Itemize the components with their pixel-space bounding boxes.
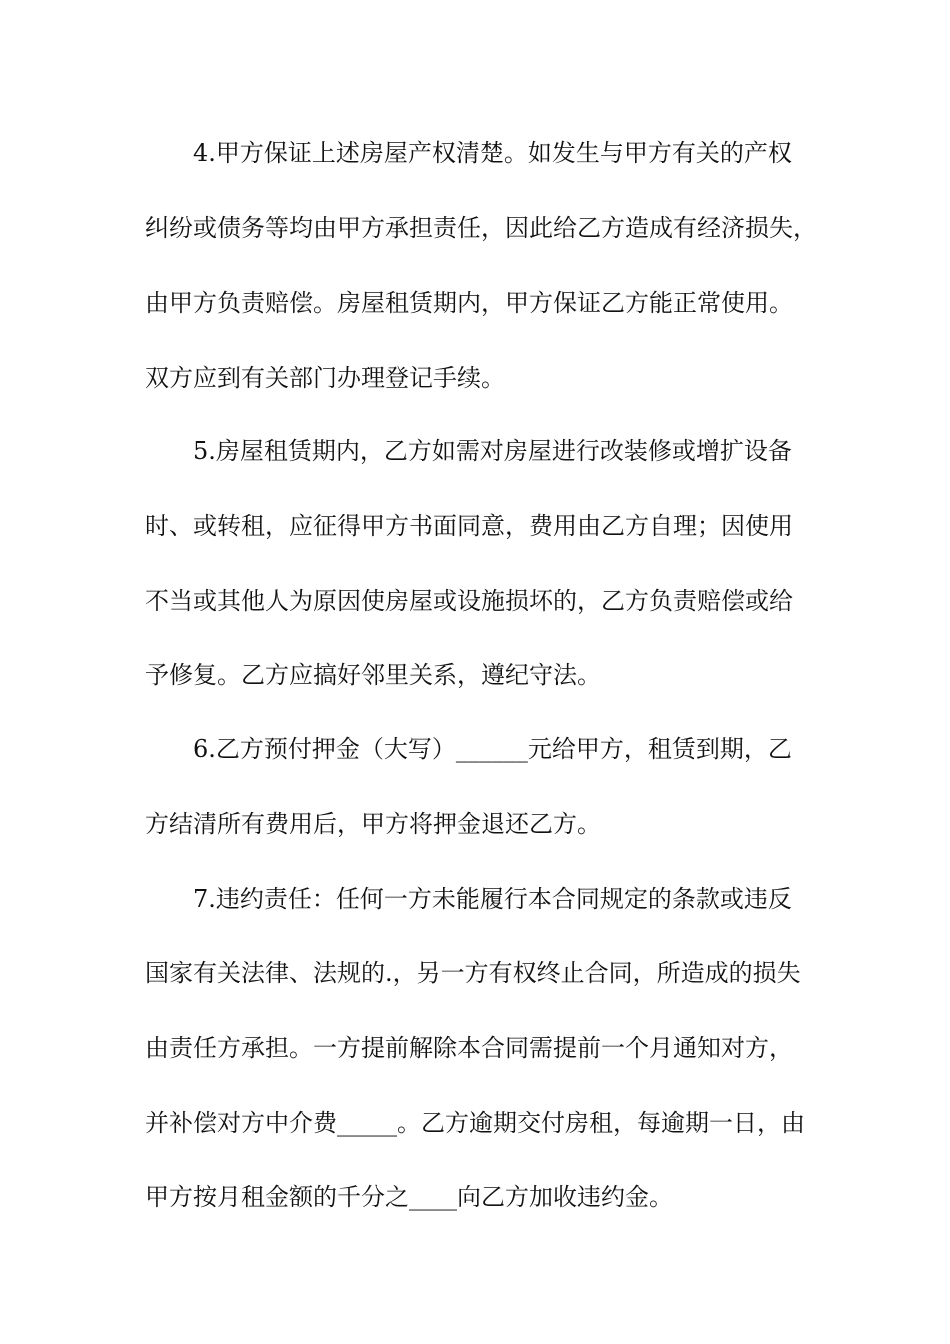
paragraph-line: 方结清所有费用后，甲方将押金退还乙方。 bbox=[145, 810, 601, 838]
paragraph-line: 甲方按月租金额的千分之____向乙方加收违约金。 bbox=[145, 1183, 673, 1211]
paragraph-line: 予修复。乙方应搞好邻里关系，遵纪守法。 bbox=[145, 661, 601, 689]
paragraph-line: 不当或其他人为原因使房屋或设施损坏的，乙方负责赔偿或给 bbox=[145, 587, 793, 615]
paragraph-line: 5.房屋租赁期内，乙方如需对房屋进行改装修或增扩设备 bbox=[193, 437, 792, 465]
paragraph-line: 国家有关法律、法规的.，另一方有权终止合同，所造成的损失 bbox=[145, 959, 801, 987]
paragraph-line: 双方应到有关部门办理登记手续。 bbox=[145, 364, 505, 392]
paragraph-line: 7.违约责任：任何一方未能履行本合同规定的条款或违反 bbox=[193, 885, 792, 913]
paragraph-line: 6.乙方预付押金（大写）______元给甲方，租赁到期，乙 bbox=[193, 735, 792, 763]
paragraph-line: 时、或转租，应征得甲方书面同意，费用由乙方自理；因使用 bbox=[145, 512, 793, 540]
paragraph-line: 由甲方负责赔偿。房屋租赁期内，甲方保证乙方能正常使用。 bbox=[145, 289, 793, 317]
paragraph-line: 4.甲方保证上述房屋产权清楚。如发生与甲方有关的产权 bbox=[193, 139, 792, 167]
paragraph-line: 并补偿对方中介费_____。乙方逾期交付房租，每逾期一日，由 bbox=[145, 1109, 805, 1137]
paragraph-line: 由责任方承担。一方提前解除本合同需提前一个月通知对方， bbox=[145, 1034, 793, 1062]
paragraph-line: 纠纷或债务等均由甲方承担责任，因此给乙方造成有经济损失， bbox=[145, 214, 817, 242]
